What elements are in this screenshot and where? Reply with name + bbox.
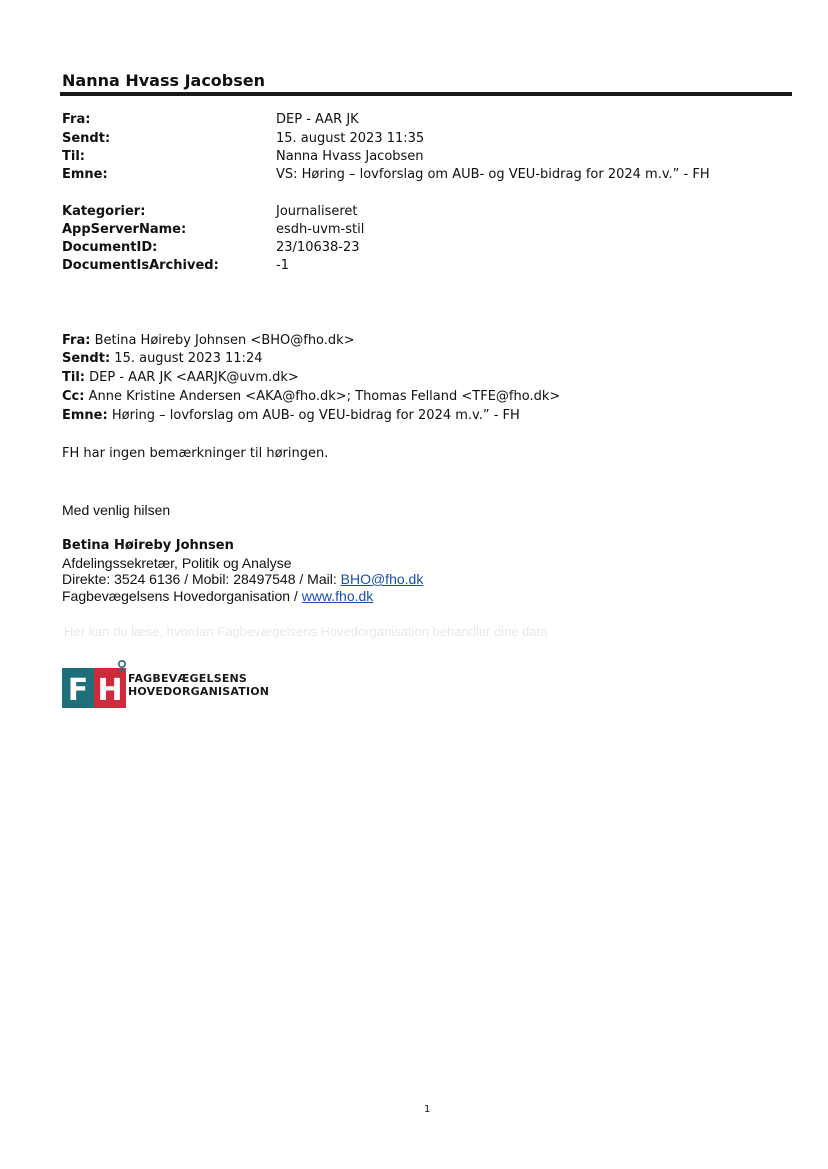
message-text: FH har ingen bemærkninger til høringen. — [62, 446, 329, 461]
meta-key: Sendt: — [62, 131, 111, 146]
meta-value: VS: Høring – lovforslag om AUB- og VEU-bidrag for 2024 m.v.” - FH — [276, 167, 710, 182]
meta-value: -1 — [276, 258, 289, 273]
contact-text: Direkte: 3524 6136 / Mobil: 28497548 / Mail: — [62, 571, 341, 587]
signature-contact — [62, 571, 423, 587]
meta-key: DocumentIsArchived: — [62, 258, 219, 273]
forwarded-cc — [62, 389, 560, 405]
owner-name: Nanna Hvass Jacobsen — [62, 71, 266, 90]
sent-label: Sendt: — [62, 351, 111, 366]
cc-label: Cc: — [62, 389, 85, 404]
sent-value: 15. august 2023 11:24 — [114, 351, 263, 366]
meta-value: Journaliseret — [276, 204, 358, 219]
meta-key: Til: — [62, 149, 85, 164]
meta-value: DEP - AAR JK — [276, 112, 359, 127]
cc-value: Anne Kristine Andersen <AKA@fho.dk>; Thomas Felland <TFE@fho.dk> — [88, 389, 561, 404]
meta-value: 23/10638-23 — [276, 240, 360, 255]
fh-logo-mark — [62, 658, 126, 710]
meta-value: 15. august 2023 11:35 — [276, 131, 425, 146]
signature-org — [62, 588, 373, 604]
from-value: Betina Høireby Johnsen <BHO@fho.dk> — [94, 333, 355, 348]
signature-title: Afdelingssekretær, Politik og Analyse — [62, 555, 292, 571]
website-link[interactable]: www.fho.dk — [301, 588, 374, 604]
meta-value: Nanna Hvass Jacobsen — [276, 149, 424, 164]
privacy-note[interactable]: Her kan du læse, hvordan Fagbevægelsens Hovedorganisation behandler dine data — [64, 624, 548, 639]
page-number: 1 — [424, 1104, 431, 1115]
header-rule — [60, 92, 792, 96]
fh-logo — [62, 658, 282, 710]
subject-label: Emne: — [62, 408, 108, 423]
forwarded-sent — [62, 351, 262, 367]
to-value: DEP - AAR JK <AARJK@uvm.dk> — [89, 370, 299, 385]
logo-wordmark — [128, 672, 269, 698]
meta-key: AppServerName: — [62, 222, 187, 237]
svg-text:F: F — [67, 673, 89, 708]
org-text: Fagbevægelsens Hovedorganisation / — [62, 588, 302, 604]
logo-line-2: HOVEDORGANISATION — [128, 685, 270, 698]
forwarded-subject — [62, 408, 520, 424]
meta-key: Fra: — [62, 112, 91, 127]
logo-line-1: FAGBEVÆGELSENS — [128, 672, 248, 685]
to-label: Til: — [62, 370, 85, 385]
meta-key: Emne: — [62, 167, 108, 182]
email-link[interactable]: BHO@fho.dk — [340, 571, 424, 587]
signature-name: Betina Høireby Johnsen — [62, 538, 234, 553]
forwarded-to — [62, 370, 299, 386]
from-label: Fra: — [62, 333, 91, 348]
meta-key: Kategorier: — [62, 204, 146, 219]
subject-value: Høring – lovforslag om AUB- og VEU-bidrag for 2024 m.v.” - FH — [111, 408, 520, 423]
forwarded-from — [62, 333, 355, 349]
meta-key: DocumentID: — [62, 240, 158, 255]
meta-value: esdh-uvm-stil — [276, 222, 365, 237]
greeting-text: Med venlig hilsen — [62, 502, 171, 518]
svg-text:H: H — [97, 673, 123, 708]
